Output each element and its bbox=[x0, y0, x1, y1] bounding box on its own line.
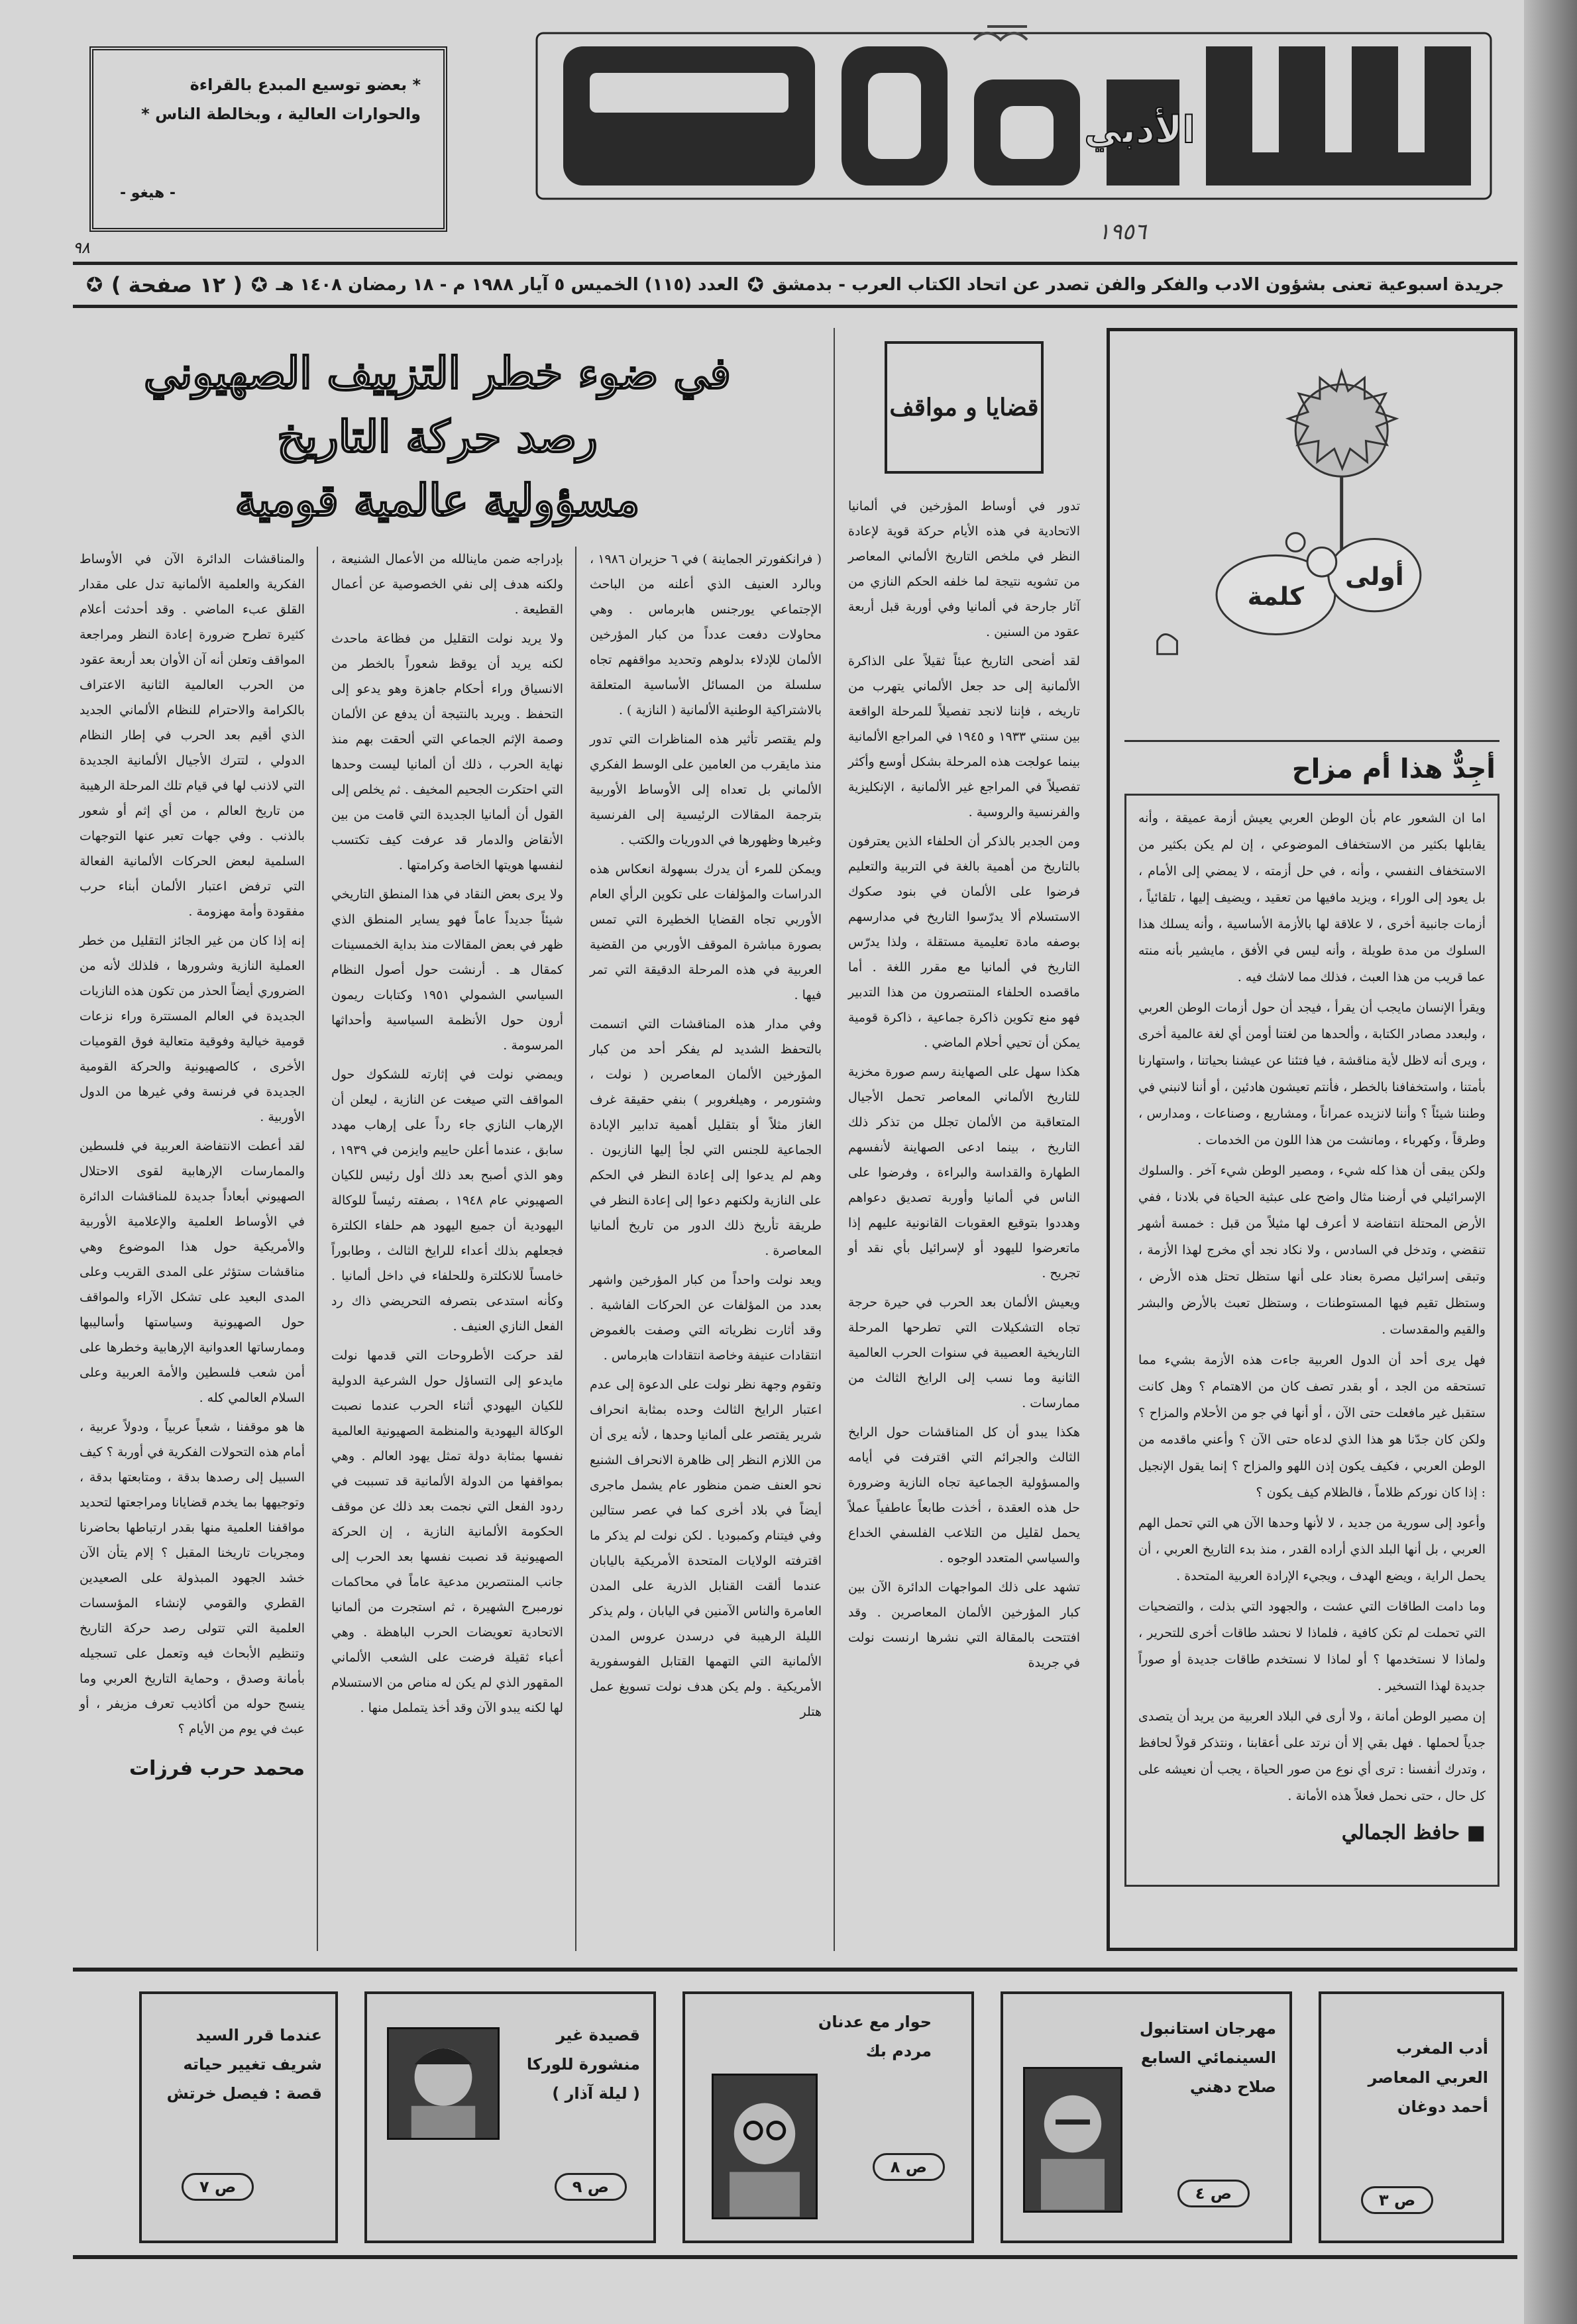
info-bar bbox=[73, 262, 1517, 308]
promo-signature: - هيغو - bbox=[120, 185, 176, 201]
portrait-icon bbox=[714, 2076, 816, 2217]
teaser-line: مردم بك bbox=[865, 2042, 932, 2060]
editorial-title: أجِدٌّ هذا أم مزاح bbox=[1291, 754, 1495, 784]
article-paragraph: ولا يريد نولت التقليل من فظاعة ماحدث لكنه يريد أن يوقظ شعوراً بالخطر من الانسياق وراء أحكام جاهزة وهو يدعو إلى التحفظ . ويريد بالنتيجة أن يدفع عن الألمان وصمة الإثم الجماعي التي ألحقت بهم منذ نهاية الحرب ، ذلك أن ألمانيا ليست وحدها التي احتكرت الجحيم المخيف . ثم يخلص إلى القول أن ألمانيا الجديدة التي قامت من بين الأنقاض والدمار قد عرفت كيف تكتسب لنفسها هويتها الخاصة وكرامتها . bbox=[331, 631, 563, 872]
teaser-box bbox=[139, 1991, 338, 2243]
teaser-text bbox=[150, 2021, 322, 2108]
teaser-line: منشورة للوركا bbox=[526, 2055, 640, 2074]
paper-description: جريدة اسبوعية تعنى بشؤون الادب والفكر والفن تصدر عن اتحاد الكتاب العرب - بدمشق bbox=[772, 275, 1504, 295]
qadaya-box bbox=[885, 341, 1044, 474]
portrait-icon bbox=[389, 2029, 498, 2138]
article-paragraph: هكذا يبدو أن كل المناقشات حول الرايخ الثالث والجرائم التي اقترفت في أيامه والمسؤولية الجماعية تجاه النازية وضرورة حل هذه العقدة ، أخذت طابعاً عاطفياً عملاً يحمل لقليل من التلاعب الفلسفي الخداع والسياسي المتعدد الوجوه . bbox=[848, 1425, 1080, 1565]
article-column-d bbox=[73, 547, 311, 1951]
teaser-text bbox=[508, 2021, 640, 2108]
teaser-text bbox=[812, 2007, 932, 2066]
article-paragraph: وتقوم وجهة نظر نولت على الدعوة إلى عدم اعتبار الرايخ الثالث وحده بمثابة انحراف شرير يقتصر على ألمانيا وحدها ، لأنه يرى أن من اللازم النظر إلى ظاهرة الانحراف الشنيع نحو العنف ضمن منظور عام يشمل ماجرى أيضاً في بلاد أخرى كما في عصر ستالين وفي فيتنام وكمبوديا . لكن نولت لم يذكر ما اقترفته الولايات المتحدة الأمريكية باليابان عندما ألقت القنابل الذرية على المدن العامرة والناس الآمنين في اليابان ، ولم يذكر الليلة الرهيبة في درسدن عروس المدن الألمانية التي التهمها القتابل الفوسفورية الأمريكية . ولم يكن هدف نولت تسويغ عمل هتلر bbox=[590, 1377, 822, 1719]
column-divider bbox=[575, 547, 576, 1951]
editorial-column bbox=[1107, 328, 1517, 1951]
editorial-signature: ■ حافظ الجمالي bbox=[1341, 1821, 1486, 1844]
teaser-line: السينمائي السابع bbox=[1140, 2048, 1276, 2067]
article-paragraph: ولا يرى بعض النقاد في هذا المنطق التاريخي شيئاً جديداً عاماً فهو يساير المنطق الذي ظهر في بعض المقالات منذ بداية الخمسينات كمقال هـ . أرنشت حول أصول النظام السياسي الشمولي ١٩٥١ وكتابات ريمون أرون حول الأنظمة السياسية وأحداثها المرسومة . bbox=[331, 887, 563, 1053]
handwritten-note: ١٩٥٦ bbox=[1097, 219, 1146, 245]
promo-quote: * بعضو توسيع المبدع بالقراءة والحوارات العالية ، وبخالطة الناس * bbox=[141, 76, 421, 123]
content-area bbox=[73, 328, 1517, 1951]
article-author: محمد حرب فرزات bbox=[129, 1757, 305, 1780]
teaser-text bbox=[1130, 2014, 1276, 2101]
side-number: ٩٨ bbox=[73, 238, 90, 257]
teaser-line: ( ليلة آذار ) bbox=[552, 2084, 640, 2103]
masthead bbox=[73, 20, 1517, 258]
page-binding-edge bbox=[1524, 0, 1577, 2324]
teaser-line: شريف تغيير حياته bbox=[183, 2055, 322, 2074]
star-icon: ✪ bbox=[250, 273, 268, 297]
article-column-a bbox=[842, 328, 1087, 1951]
teaser-strip bbox=[73, 1968, 1517, 2259]
teaser-line: مهرجان استانبول bbox=[1139, 2019, 1276, 2038]
teaser-box bbox=[682, 1991, 974, 2243]
teaser-page-ref: ص ٧ bbox=[182, 2173, 254, 2201]
article-paragraph: وفي مدار هذه المناقشات التي اتسمت بالتحفظ الشديد لم يفكر أحد من كبار المؤرخين الألمان المعاصرين ( نولت ، وشتورمر ، وهيلغروبر ) بنفي حقيقة غرف الغاز مثلاً أو بتقليل أهمية تدابير الإبادة الجماعية للجنس التي لجأ إليها النازيون . وهم لم يدعوا إلى إعادة النظر في الحكم على النازية ولكنهم دعوا إلى إعادة النظر في طريقة تأريخ ذلك الدور من تاريخ ألمانيا المعاصرة . bbox=[590, 1017, 822, 1258]
teaser-line: أدب المغرب bbox=[1396, 2039, 1488, 2058]
teaser-box bbox=[364, 1991, 656, 2243]
article-paragraph: تدور في أوساط المؤرخين في ألمانيا الاتحادية في هذه الأيام حركة قوية لإعادة النظر في ملخص التاريخ الألماني المعاصر من تشويه نتيجة لما خلفه الحكم النازي من آثار جارحة في ألمانيا وفي أوربة قبل أربعة عقود من السنين . bbox=[848, 499, 1080, 639]
teaser-line: العربي المعاصر bbox=[1368, 2068, 1488, 2087]
article-paragraph: إنه إذا كان من غير الجائز التقليل من خطر العملية النازية وشرورها ، فلذلك لأنه من الضروري أيضاً الحذر من تكون هذه النازيات الجديدة في العالم المستترة وراء نزعات قومية خيالية وفوقية متعالية فوق القوميات الأخرى ، كالصهيونية والحركة القومية الجديدة في فرنسة وفي غيرها من الدول الأوربية . bbox=[80, 933, 305, 1124]
teaser-line: عندما قرر السيد bbox=[195, 2026, 322, 2044]
article-paragraph: لقد أضحى التاريخ عبئاً ثقيلاً على الذاكرة الألمانية إلى حد جعل الألماني يتهرب من تاريخه ، فإننا لانجد تفصيلاً للمرحلة الواقعة بين سنتي ١٩٣٣ و ١٩٤٥ في المراجع الألمانية بينما عولجت هذه المرحلة بشكل أوسع وأكثر تفصيلاً في المراجع غير الألمانية ، الإنكليزية والفرنسية والروسية . bbox=[848, 654, 1080, 819]
headline-line: رصد حركة التاريخ bbox=[277, 411, 598, 462]
teaser-page-ref: ص ٤ bbox=[1177, 2180, 1250, 2207]
article-column-b bbox=[583, 547, 828, 1951]
kalima-ola-art-icon bbox=[1124, 344, 1499, 740]
article-paragraph: ويعد نولت واحداً من كبار المؤرخين واشهر بعدد من المؤلفات عن الحركات الفاشية . وقد أثارت نظرياته التي وصفت بالغموض انتقادات عنيفة وخاصة انتقادات هابرماس . bbox=[590, 1273, 822, 1363]
star-icon: ✪ bbox=[747, 273, 764, 297]
article-paragraph: لقد أعطت الانتفاضة العربية في فلسطين والممارسات الإرهابية لقوى الاحتلال الصهيوني أبعاداً جديدة للمناقشات الدائرة في الأوساط العلمية والإعلامية الأوربية والأمريكية حول هذا الموضوع وهي مناقشات ستؤثر على المدى القريب وعلى المدى البعيد على تشكل الآراء والمواقف حول الصهيونية وسياستها وأساليبها وممارساتها العدوانية الإرهابية وخطرها على أمن شعب فلسطين والأمة العربية وعلى السلام العالمي كله . bbox=[80, 1139, 305, 1405]
article-paragraph: ومن الجدير بالذكر أن الحلفاء الذين يعترفون بالتاريخ من أهمية بالغة في التربية والتعليم فرضوا على الألمان في بنود صكوك الاستسلام ألا يدرّسوا التاريخ في مدارسهم بوصفه مادة تعليمية مستقلة ، ولذا يدرّس التاريخ في ألمانيا مع مقرر اللغة . أما ماقصده الحلفاء المنتصرون من هذا التدبير فهو منع تكوين ذاكرة جماعية ، ذاكرة قومية يمكن أن تحيي أحلام الماضي . bbox=[848, 834, 1080, 1050]
teaser-text bbox=[1329, 2034, 1488, 2121]
teaser-box bbox=[1319, 1991, 1504, 2243]
article-paragraph: والمناقشات الدائرة الآن في الأوساط الفكرية والعلمية الألمانية تدل على مقدار القلق عبء الماضي . وقد أحدثت أعلام كثيرة تطرح ضرورة إعادة النظر ومراجعة المواقف وتعلن أنه آن الأوان بعد أربعة عقود من الحرب العالمية الثانية الاعتراف بالكرامة والاحترام للنظام الألماني الجديد الذي أقيم بعد الحرب في إطار النظام الدولي ، لتترك الأجيال الألمانية الجديدة التي لاذنب لها في قيام تلك المرحلة الرهيبة من تاريخ العالم ، من أي إثم أو شعور بالذنب . وفي جهات تعبر عنها التوجهات السلمية لبعض الحركات الألمانية الفعالة التي ترفض اعتبار الألمان أبناء حرب مفقودة وأمة مهزومة . bbox=[80, 552, 305, 919]
editorial-art bbox=[1124, 344, 1499, 742]
article-paragraph: ها هو موقفنا ، شعباً عربياً ، ودولاً عربية ، أمام هذه التحولات الفكرية في أوربة ؟ كيف السبيل إلى رصدها بدقة ، ومتابعتها بدقة ، وتوجيهها بما يخدم قضايانا ومراجعتها لتحديد مواقفنا العلمية منها بقدر ارتباطها بحاضرنا ومجريات تاريخنا المقبل ؟ إلام يتأن الآن خشد الجهود المبذولة على الصعيدين القطري والقومي لإنشاء المؤسسات العلمية التي تتولى رصد حركة التاريخ وتنظيم الأبحاث فيه وتعمل على تسجيله بأمانة وصدق ، وحماية التاريخ العربي وما ينسج حوله من أكاذيب تعرف مزيفر ، أو عبث في يوم من الأيام ؟ bbox=[80, 1420, 305, 1736]
teaser-line: صلاح دهني bbox=[1189, 2078, 1276, 2096]
author-photo bbox=[387, 2027, 500, 2140]
editorial-paragraph: ولكن يبقى أن هذا كله شيء ، ومصير الوطن شيء آخر . والسلوك الإسرائيلي في أرضنا مثال واضح على عبثية الحياة في بلادنا ، ففي الأرض المحتلة انتفاضة لا أعرف لها مثيلاً من قبل : خمسة أشهر تنقضي ، وتدخل في السادس ، ولا نكاد نجد أي مخرج لهذا الأزمة ، وتبقى إسرائيل مصرة بعناد على أنها ستظل تحتل هذه الأرض ، وستظل تقيم فيها المستوطنات ، وستظل تعبث بالأرض والبشر والقيم والمقدسات . bbox=[1138, 1163, 1486, 1337]
article-headline bbox=[73, 341, 802, 540]
column-divider bbox=[834, 328, 835, 1951]
teaser-line: قصيدة غير bbox=[556, 2026, 640, 2044]
logo-lettering-icon bbox=[510, 20, 1504, 212]
headline-line: في ضوء خطر التزييف الصهيوني bbox=[144, 347, 731, 399]
issue-date: العدد (١١٥) الخميس ٥ آيار ١٩٨٨ م - ١٨ رمضان ١٤٠٨ هـ bbox=[276, 275, 739, 295]
editorial-body bbox=[1124, 794, 1499, 1887]
column-divider bbox=[317, 547, 318, 1951]
teaser-page-ref: ص ٣ bbox=[1361, 2186, 1433, 2214]
article-paragraph: ( فرانكفورتر الجماينة ) في ٦ حزيران ١٩٨٦ ، وبالرد العنيف الذي أعلنه من الباحث الإجتماعي يورجنس هابرماس . وهي محاولات دفعت عدداً من كبار المؤرخين الألمان للإدلاء بدلوهم وتحديد مواقفهم تجاه سلسلة من المسائل الأساسية المتعلقة بالاشتراكية الوطنية الألمانية ( النازية ) . bbox=[590, 552, 822, 717]
article-paragraph: لقد حركت الأطروحات التي قدمها نولت مايدعو إلى التساؤل حول الشرعية الدولية للكيان اليهودي أثناء الحرب عندما نصبت الوكالة اليهودية والمنظمة الصهيونية العالمية نفسها بمثابة دولة تمثل يهود العالم . وهي بمواقفها من الدولة الألمانية قد تسببت في ردود الفعل التي نجمت بعد ذلك عن موقف الحكومة الألمانية النازية ، إن الحركة الصهيونية قد نصبت نفسها بعد الحرب إلى جانب المنتصرين مدعية عاماً في محاكمات نورمبرج الشهيرة ، ثم استجرت من ألمانيا الاتحادية تعويضات الحرب الباهظة . وهي أعباء ثقيلة فرضت على الشعب الألماني المقهور الذي لم يكن له مناص من الاستسلام لها لكنه يبدو الآن وقد أخذ يتململ منها . bbox=[331, 1348, 563, 1715]
author-photo bbox=[1023, 2067, 1122, 2213]
teaser-line: قصة : فيصل خرتش bbox=[166, 2084, 322, 2103]
article-paragraph: تشهد على ذلك المواجهات الدائرة الآن بين كبار المؤرخين الألمان المعاصرين . وقد افتتحت بالمقالة التي نشرها ارنست نولت في جريدة bbox=[848, 1580, 1080, 1670]
article-paragraph: ويمكن للمرء أن يدرك بسهولة انعكاس هذه الدراسات والمؤلفات على تكوين الرأي العام الأوربي تجاه القضايا الخطيرة التي تمس بصورة مباشرة الموقف الأوربي من القضية العربية في هذه المرحلة الدقيقة التي تمر فيها . bbox=[590, 862, 822, 1002]
article-paragraph: بإدراجه ضمن ماينالله من الأعمال الشنيعة ، ولكنه هدف إلى نفي الخصوصية عن أعمال القطيعة . bbox=[331, 552, 563, 617]
teaser-page-ref: ص ٩ bbox=[555, 2173, 627, 2201]
editorial-paragraph: وأعود إلى سورية من جديد ، لا لأنها وحدها الآن هي التي تحمل الهم العربي ، بل أنها البلد الذي أراده القدر ، منذ بدء التاريخ العربي ، أن يحمل الراية ، ويضع الهدف ، ويجيء الإرادة العربية المتحدة . bbox=[1138, 1516, 1486, 1583]
page-count: ( ١٢ صفحة ) bbox=[111, 272, 243, 297]
editorial-paragraph: ويقرأ الإنسان مايجب أن يقرأ ، فيجد أن حول أزمات الوطن العربي ، ولبعدد مصادر الكتابة ، وألحدها من لغتنا أومن أي لغة عالمية أخرى ، ويرى أنه لاظل لأية مناقشة ، فيا فتئنا عن عيشنا بحياتنا ، واستهارنا بأمتنا ، واستخفافنا بالخطر ، فأنتم تعيشون هادئين ، أو أننا لانبني في وطننا شيئاً ؟ وأننا لانزيده عمراناً ، ومشاريع ، وصناعات ، ومدارس ، وطرقاً ، وكهرباء ، ومانشت من هذا اللون من الخدمات . bbox=[1138, 1000, 1486, 1147]
headline-line: مسؤولية عالمية قومية bbox=[235, 474, 640, 526]
article-paragraph: ويمضي نولت في إثارته للشكوك حول المواقف التي صيغت عن النازية ، ليعلن أن الإرهاب النازي جاء رداً على إرهاب مهدد سابق ، عندما أعلن حاييم وايزمن في ١٩٣٩ ، وهو الذي أصبح بعد ذلك أول رئيس للكيان الصهيوني عام ١٩٤٨ ، بصفته رئيساً للوكالة اليهودية أن جميع اليهود هم حلفاء الكلترة فجعلهم بذلك أعداء للرايخ الثالث ، وطابوراً خامساً للانكلترة وللحلفاء في داخل ألمانيا . وكأنه استدعى بتصرفه التحريضي ذاك رد الفعل النازي العنيف . bbox=[331, 1067, 563, 1334]
article-paragraph: هكذا سهل على الصهاينة رسم صورة مخزية للتاريخ الألماني المعاصر تحمل الأجيال المتعاقبة من الألمان تجلل من تذكر ذلك التاريخ ، بينما ادعى الصهاينة لأنفسهم الطهارة والقداسة والبراءة ، وفرضوا على الناس في ألمانيا وأوربة تصديق دعواهم وهددوا بتوقيع العقوبات القانونية عليهم إذا ماتعرضوا لليهود أو لإسرائيل بأي نقد أو تجريح . bbox=[848, 1065, 1080, 1281]
svg-text:الأدبي: الأدبي bbox=[1084, 109, 1195, 152]
editorial-paragraph: إن مصير الوطن أمانة ، ولا أرى في البلاد العربية من يريد أن يتصدى جدياً لحملها . فهل بقي إلا أن نرتد على أعقابنا ، ونتذكر قولاً لحافظ ، وتدرك أنفسنا : ترى أي نوع من صور الحياة ، يجب أن نعيشه على كل حال ، حتى نحمل فعلاً هذه الأمانة . bbox=[1138, 1709, 1486, 1803]
portrait-icon bbox=[1025, 2069, 1120, 2211]
article-paragraph: ويعيش الألمان بعد الحرب في حيرة حرجة تجاه التشكيلات التي تطرحها المرحلة التاريخية العصيبة في سنوات الحرب العالمية الثانية وما نسب إلى الرايخ الثالث من ممارسات . bbox=[848, 1295, 1080, 1410]
editorial-paragraph: اما ان الشعور عام بأن الوطن العربي يعيش أزمة عميقة ، وأنه يقابلها بكثير من الاستخفاف الموضوعي ، إن لم يكن بكثير من الاستخفاف النفسي ، وأنه ، في حل أزمته ، لا يمضي إلى الأمام ، بل يعود إلى الوراء ، ويزيد مافيها من تعقيد ، ويضيف إليها ، تلقائياً ، أزمات جانبية أخرى ، لا علاقة لها بالأزمة الأساسية ، وأنه يسلك هذا السلوك من مدة طويلة ، وأنه ليس في الأفق ، مايشير بأنه منته عما قريب من هذا العبث ، فذلك مما لاشك فيه . bbox=[1138, 811, 1486, 984]
qadaya-label: قضايا و مواقف bbox=[889, 394, 1039, 421]
author-photo bbox=[712, 2074, 818, 2219]
teaser-box bbox=[1001, 1991, 1292, 2243]
editorial-paragraph: وما دامت الطاقات التي عشت ، والجهود التي بذلت ، والتضحيات التي تحملت لم تكن كافية ، فلماذا لا نحشد طاقات أخرى للتحرير ، ولماذا لا نستخدمها ؟ أو لماذا لا نستخدم طاقات جديدة أو صوراً جديدة لهذا التسخير . bbox=[1138, 1599, 1486, 1693]
article-column-c bbox=[325, 547, 570, 1951]
teaser-line: حوار مع عدنان bbox=[818, 2013, 932, 2031]
editorial-paragraph: فهل يرى أحد أن الدول العربية جاءت هذه الأزمة بشيء مما تستحقه من الجد ، أو بقدر تصف كان من الاهتمام ؟ وهل كانت ستقبل غير مافعلت حتى الآن ، أو أنها في جو من الأحلام والمزاح ؟ ولكن كان جدّنا هو هذا الذي لدعاه حتى الآن ؟ وأعني ماقدمه من الوطن العربي ، فكيف يكون إذن اللهو والمزاح ؟ إنما يقول الإنجيل : إذا كان نوركم ظلاماً ، فالظلام كيف يكون ؟ bbox=[1138, 1353, 1486, 1500]
teaser-line: أحمد دوغان bbox=[1397, 2097, 1488, 2116]
svg-text:كلمة: كلمة bbox=[1247, 581, 1305, 611]
star-icon: ✪ bbox=[86, 273, 103, 297]
teaser-page-ref: ص ٨ bbox=[873, 2153, 945, 2181]
newspaper-logo bbox=[510, 20, 1504, 212]
promo-quote-box bbox=[89, 46, 447, 232]
article-paragraph: ولم يقتصر تأثير هذه المناظرات التي تدور منذ مايقرب من العامين على الوسط الفكري الألماني بل تعداه إلى الأوساط الأوربية بترجمة المقالات الرئيسية إلى الفرنسية وغيرها وظهورها في الدوريات والكتب . bbox=[590, 732, 822, 847]
svg-text:أولى: أولى bbox=[1344, 562, 1404, 592]
